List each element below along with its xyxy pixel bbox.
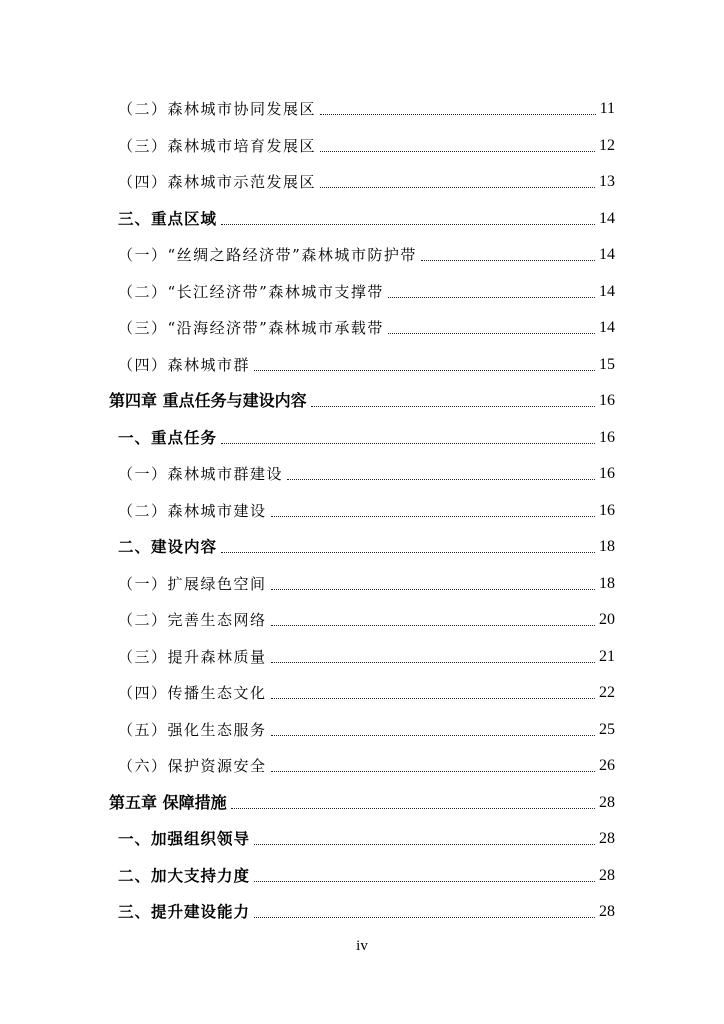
toc-leader-dots: [421, 259, 595, 261]
toc-entry-page: 28: [599, 866, 615, 884]
toc-entry[interactable]: [118, 354, 615, 376]
toc-leader-dots: [271, 697, 595, 699]
toc-leader-dots: [221, 551, 595, 553]
toc-leader-dots: [271, 624, 595, 626]
toc-entry-page: 28: [599, 903, 615, 920]
toc-entry-label: （四）森林城市群: [118, 355, 251, 374]
toc-entry[interactable]: [118, 865, 615, 887]
toc-leader-dots: [271, 661, 595, 663]
toc-leader-dots: [388, 296, 595, 298]
toc-entry-label: （三）森林城市培育发展区: [118, 136, 317, 155]
toc-entry[interactable]: [118, 135, 615, 157]
toc-leader-dots: [271, 734, 595, 736]
toc-entry-page: 22: [599, 684, 615, 701]
toc-entry[interactable]: [118, 317, 615, 339]
toc-entry[interactable]: [118, 281, 615, 303]
toc-leader-dots: [271, 770, 595, 772]
toc-leader-dots: [254, 369, 595, 371]
toc-entry-page: 18: [599, 574, 615, 592]
toc-leader-dots: [254, 880, 595, 882]
toc-entry[interactable]: [118, 171, 615, 193]
toc-leader-dots: [320, 113, 596, 115]
toc-entry[interactable]: [118, 573, 615, 595]
toc-entry[interactable]: [118, 98, 615, 120]
toc-entry-label: （二）森林城市建设: [118, 501, 267, 520]
toc-entry[interactable]: [118, 755, 615, 777]
toc-entry-page: 16: [599, 465, 615, 482]
toc-entry-page: 28: [599, 830, 615, 847]
toc-entry-page: 15: [599, 355, 615, 373]
toc-entry-label: 一、重点任务: [118, 428, 218, 447]
toc-entry-label: （二）森林城市协同发展区: [118, 100, 317, 118]
toc-entry-page: 28: [599, 793, 615, 811]
toc-entry-label: （一）森林城市群建设: [118, 465, 284, 483]
toc-entry-page: 25: [599, 720, 615, 738]
toc-entry-page: 16: [599, 428, 615, 446]
toc-entry-label: （一）“丝绸之路经济带”森林城市防护带: [118, 246, 417, 264]
toc-entry-label: 第四章 重点任务与建设内容: [109, 391, 307, 410]
toc-leader-dots: [221, 442, 595, 444]
toc-entry-page: 14: [599, 282, 615, 300]
toc-entry[interactable]: [118, 901, 615, 923]
toc-leader-dots: [287, 478, 595, 480]
toc-entry-label: 第五章 保障措施: [109, 792, 227, 812]
toc-entry-label: （二）“长江经济带”森林城市支撑带: [118, 282, 384, 301]
toc-entry-label: （六）保护资源安全: [118, 757, 267, 775]
toc-entry[interactable]: [118, 719, 615, 741]
toc-entry-page: 18: [599, 538, 615, 555]
toc-entry[interactable]: [118, 646, 615, 668]
toc-entry-label: （四）森林城市示范发展区: [118, 173, 317, 191]
toc-entry-label: （二）完善生态网络: [118, 611, 267, 629]
toc-entry-label: （三）“沿海经济带”森林城市承载带: [118, 319, 384, 337]
toc-leader-dots: [254, 916, 595, 918]
toc-entry-label: （三）提升森林质量: [118, 647, 267, 666]
toc-entry-page: 16: [599, 501, 615, 519]
toc-entry-label: （四）传播生态文化: [118, 684, 267, 702]
toc-leader-dots: [320, 186, 595, 188]
page-number: iv: [356, 938, 368, 954]
toc-entry[interactable]: [118, 427, 615, 449]
toc-entry[interactable]: [118, 500, 615, 522]
toc-entry-label: 三、重点区域: [118, 209, 218, 228]
toc-leader-dots: [271, 588, 595, 590]
toc-entry-page: 14: [599, 319, 615, 336]
toc-entry-page: 14: [599, 246, 615, 263]
toc-entry-page: 26: [599, 757, 615, 774]
toc-entry[interactable]: [118, 208, 615, 230]
toc-leader-dots: [231, 807, 595, 809]
toc-entry-label: （一）扩展绿色空间: [118, 574, 267, 593]
toc-entry[interactable]: [109, 792, 615, 814]
toc-entry-label: 一、加强组织领导: [118, 830, 251, 848]
toc-entry[interactable]: [118, 536, 615, 558]
toc-entry[interactable]: [118, 682, 615, 704]
toc-entry-page: 12: [599, 136, 615, 154]
toc-entry-page: 21: [599, 647, 615, 665]
toc-entry-label: 二、加大支持力度: [118, 866, 251, 885]
toc-entry[interactable]: [109, 390, 615, 412]
toc-entry-page: 16: [599, 392, 615, 409]
toc-leader-dots: [311, 405, 595, 407]
toc-leader-dots: [271, 515, 595, 517]
toc-entry[interactable]: [118, 463, 615, 485]
toc-entry[interactable]: [118, 609, 615, 631]
toc-entry-label: （五）强化生态服务: [118, 720, 267, 739]
toc-entry-page: 11: [599, 100, 615, 117]
toc-leader-dots: [221, 223, 595, 225]
toc-entry[interactable]: [118, 828, 615, 850]
toc-entry-page: 14: [599, 209, 615, 227]
toc-entry-label: 三、提升建设能力: [118, 903, 251, 921]
toc-entry-page: 20: [599, 611, 615, 628]
toc-entry-label: 二、建设内容: [118, 538, 218, 556]
toc-entry[interactable]: [118, 244, 615, 266]
toc-leader-dots: [388, 332, 595, 334]
toc-entry-page: 13: [599, 173, 615, 190]
toc-leader-dots: [254, 843, 595, 845]
toc-leader-dots: [320, 150, 595, 152]
